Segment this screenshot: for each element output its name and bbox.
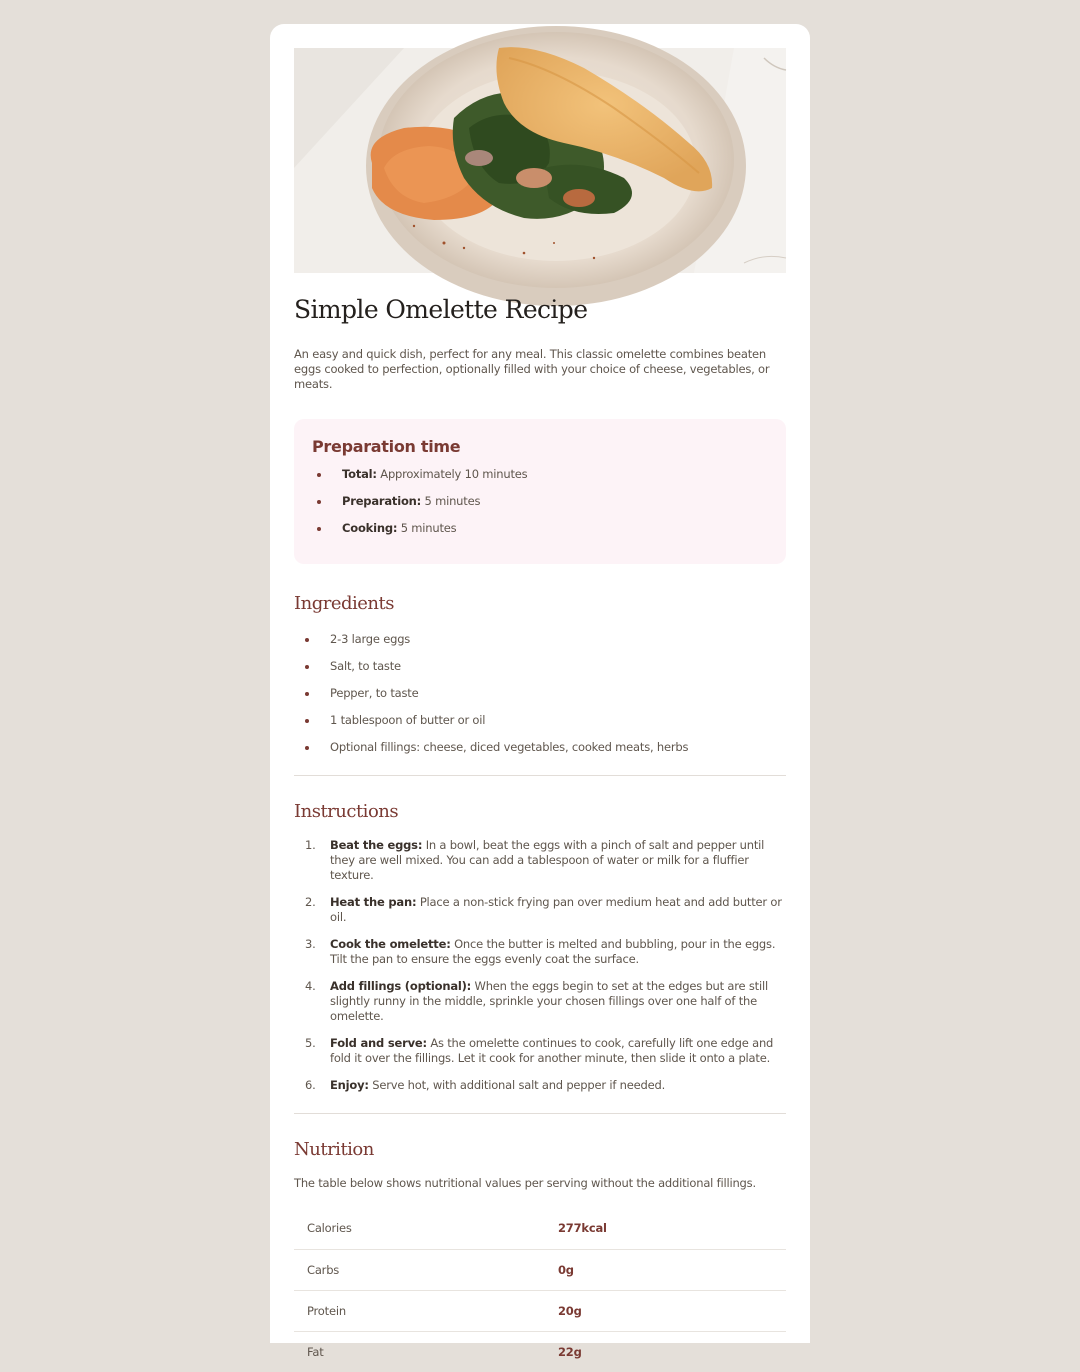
recipe-description: An easy and quick dish, perfect for any meal. This classic omelette combines beaten eggs cooked to perfection, optionally filled with your choice of cheese, vegetables, or meats. <box>294 347 770 391</box>
ingredients-section <box>294 592 786 755</box>
step-text: When the eggs begin to set at the edges but are still slightly runny in the middle, sprinkle your chosen fillings over one half of the omelette. <box>330 979 768 1023</box>
preparation-item <box>312 521 768 536</box>
preparation-list <box>312 467 768 536</box>
preparation-time-box <box>294 419 786 564</box>
step-label: Enjoy: <box>330 1078 369 1092</box>
instruction-step <box>294 895 786 925</box>
nutrient-name: Fat <box>307 1344 324 1359</box>
nutrient-value: 22g <box>558 1344 582 1359</box>
omelette-image <box>294 48 786 273</box>
nutrition-table <box>294 1208 786 1372</box>
step-label: Cook the omelette: <box>330 937 451 951</box>
instruction-step <box>294 1078 786 1093</box>
nutrition-description: The table below shows nutritional values per serving without the additional fillings. <box>294 1176 756 1190</box>
nutrient-name: Carbs <box>294 1249 558 1290</box>
nutrient-name: Calories <box>294 1208 558 1249</box>
preparation-item-value: 5 minutes <box>421 494 481 508</box>
nutrient-value: 277kcal <box>558 1208 786 1249</box>
step-number: 2. <box>305 895 316 909</box>
step-number: 5. <box>305 1036 316 1050</box>
instructions-list <box>294 838 786 1093</box>
nutrition-section <box>294 1138 786 1372</box>
ingredient-item: 2-3 large eggs <box>294 632 786 647</box>
preparation-item-value: Approximately 10 minutes <box>376 467 528 481</box>
instruction-step <box>294 979 786 1024</box>
ingredient-item: Optional fillings: cheese, diced vegetables, cooked meats, herbs <box>294 740 786 755</box>
step-label: Beat the eggs: <box>330 838 423 852</box>
nutrition-title: Nutrition <box>294 1139 374 1160</box>
table-row <box>294 1208 786 1249</box>
instructions-title: Instructions <box>294 801 399 822</box>
ingredient-item: Pepper, to taste <box>294 686 786 701</box>
preparation-item-label: Preparation: <box>342 494 422 508</box>
nutrient-value: 0g <box>558 1249 786 1290</box>
table-row <box>294 1290 786 1331</box>
step-text: As the omelette continues to cook, carefully lift one edge and fold it over the fillings. Let it cook for another minute, then slide it onto a plate. <box>330 1036 774 1065</box>
table-row <box>294 1249 786 1290</box>
instructions-section <box>294 800 786 1093</box>
ingredient-item: 1 tablespoon of butter or oil <box>294 713 786 728</box>
preparation-item <box>312 494 768 509</box>
nutrient-name: Protein <box>294 1290 558 1331</box>
instruction-step <box>294 838 786 883</box>
ingredient-item: Salt, to taste <box>294 659 786 674</box>
ingredients-title: Ingredients <box>294 593 394 614</box>
step-text: Once the butter is melted and bubbling, pour in the eggs. Tilt the pan to ensure the eggs evenly coat the surface. <box>330 937 776 966</box>
step-label: Fold and serve: <box>330 1036 427 1050</box>
step-text: In a bowl, beat the eggs with a pinch of salt and pepper until they are well mixed. You can add a tablespoon of water or milk for a fluffier texture. <box>330 838 765 882</box>
recipe-card <box>270 24 810 1359</box>
preparation-title: Preparation time <box>312 437 461 456</box>
section-divider <box>294 1113 786 1114</box>
step-number: 1. <box>305 838 316 852</box>
section-divider <box>294 775 786 776</box>
page-title: Simple Omelette Recipe <box>294 295 588 324</box>
step-number: 3. <box>305 937 316 951</box>
step-number: 6. <box>305 1078 316 1092</box>
step-label: Add fillings (optional): <box>330 979 472 993</box>
nutrient-value: 20g <box>558 1290 786 1331</box>
preparation-item-value: 5 minutes <box>397 521 457 535</box>
step-text: Place a non-stick frying pan over medium heat and add butter or oil. <box>330 895 782 924</box>
step-label: Heat the pan: <box>330 895 417 909</box>
preparation-item-label: Cooking: <box>342 521 398 535</box>
preparation-item <box>312 467 768 482</box>
ingredients-list <box>294 632 786 755</box>
table-row <box>294 1331 786 1372</box>
step-text: Serve hot, with additional salt and pepper if needed. <box>368 1078 666 1092</box>
preparation-item-label: Total: <box>342 467 377 481</box>
instruction-step <box>294 937 786 967</box>
instruction-step <box>294 1036 786 1066</box>
step-number: 4. <box>305 979 316 993</box>
